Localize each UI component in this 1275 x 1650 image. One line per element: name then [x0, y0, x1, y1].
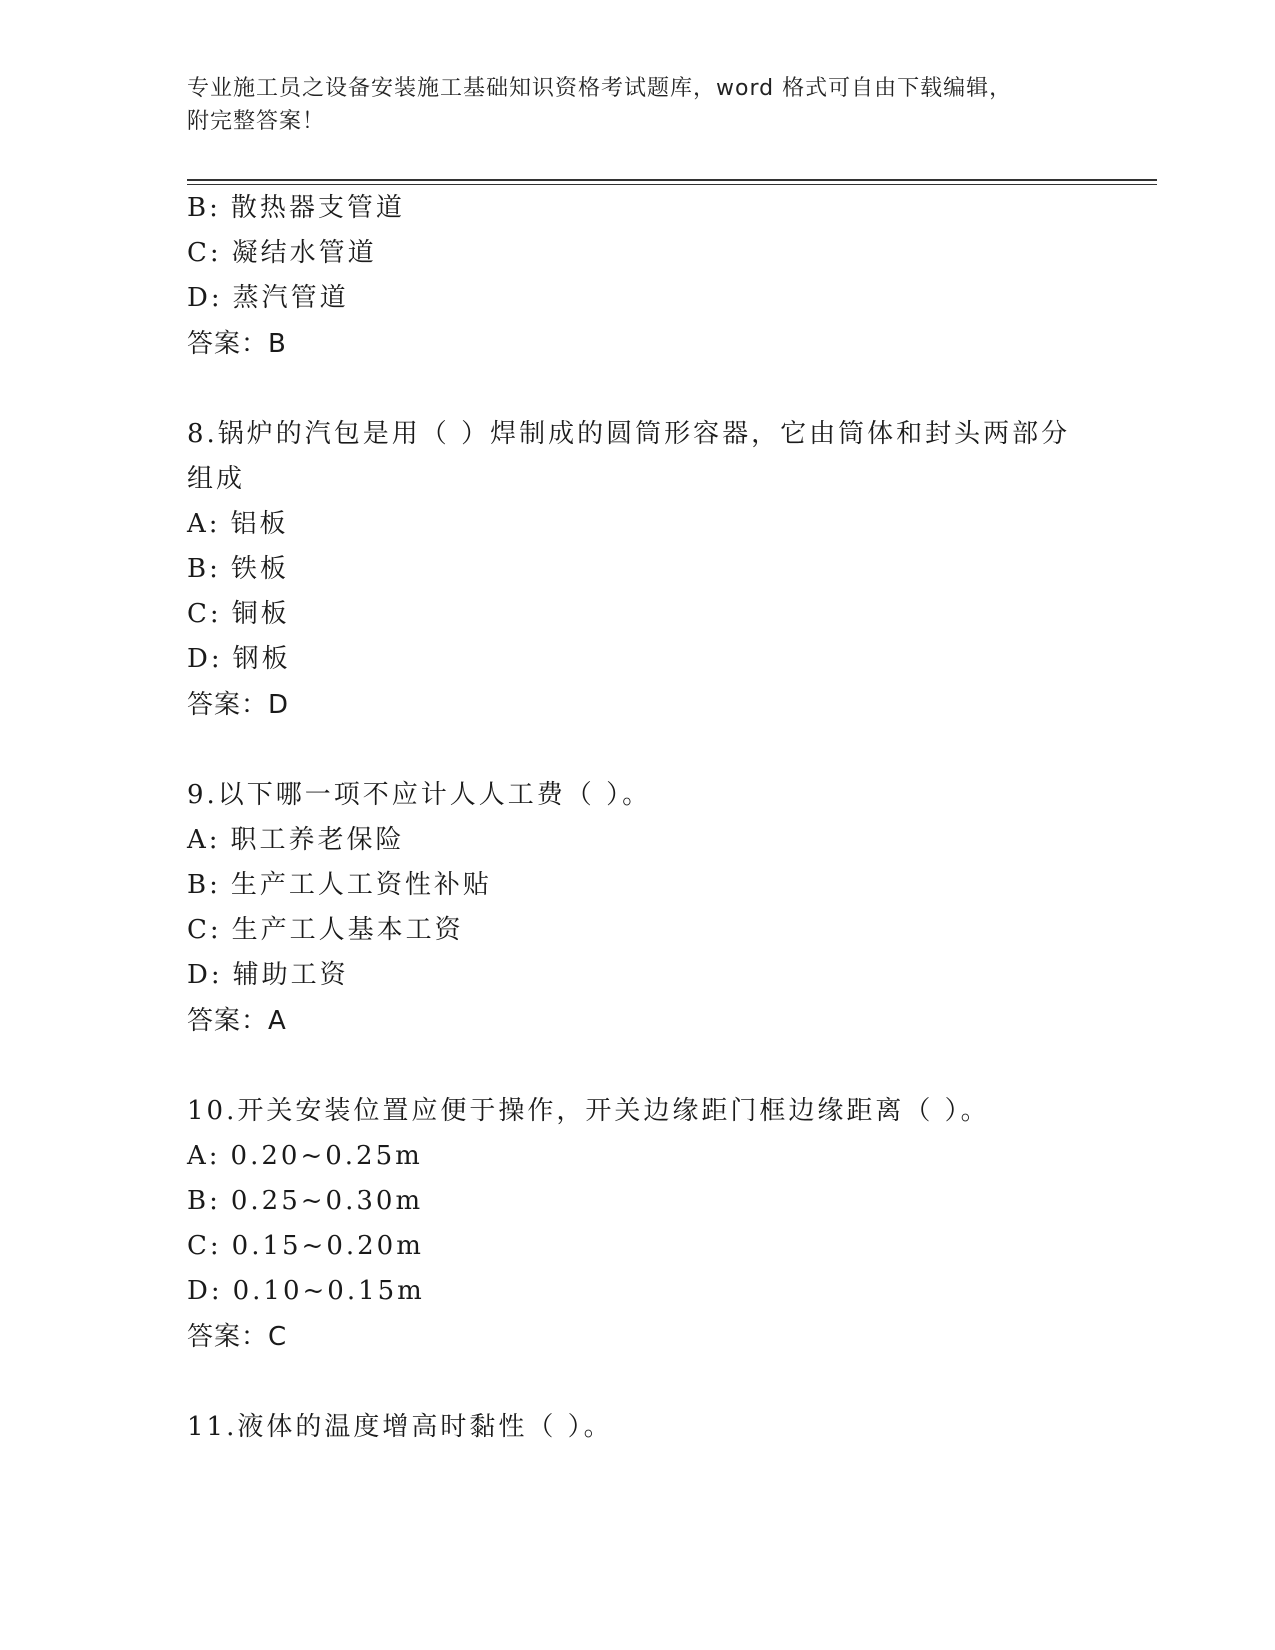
option-key: D: [187, 644, 223, 674]
option-key: D: [187, 960, 223, 990]
header-divider-thin [187, 184, 1157, 185]
q10-answer: 答案：C [187, 1322, 288, 1352]
option-text: 散热器支管道 [230, 193, 405, 223]
q7-option-c [187, 237, 377, 269]
option-text: 0.20~0.25m [230, 1141, 423, 1171]
q9-option-a [187, 824, 405, 856]
q9-option-d [187, 959, 349, 991]
option-key: B: [187, 870, 221, 900]
q10-option-c [187, 1230, 424, 1262]
q8-option-b [187, 553, 289, 585]
q11-stem: 11.液体的温度增高时黏性（ ）。 [187, 1412, 613, 1442]
q7-answer: 答案：B [187, 329, 287, 359]
option-text: 0.25~0.30m [230, 1186, 424, 1216]
header-divider-thick [187, 179, 1157, 181]
q7-option-d [187, 282, 349, 314]
option-text: 辅助工资 [232, 960, 349, 990]
option-text: 生产工人工资性补贴 [230, 870, 492, 900]
option-text: 职工养老保险 [230, 825, 405, 855]
option-text: 钢板 [232, 644, 291, 674]
q8-option-c [187, 598, 290, 630]
option-text: 铝板 [230, 509, 289, 539]
q8-stem-line-1: 8.锅炉的汽包是用（ ）焊制成的圆筒形容器，它由筒体和封头两部分 [187, 419, 1071, 449]
option-text: 凝结水管道 [231, 238, 377, 268]
option-key: D: [187, 283, 223, 313]
q10-stem: 10.开关安装位置应便于操作，开关边缘距门框边缘距离（ ）。 [187, 1096, 990, 1126]
option-key: A: [187, 825, 221, 855]
option-text: 0.15~0.20m [231, 1231, 424, 1261]
option-key: C: [187, 238, 222, 268]
header-line-2: 附完整答案！ [187, 109, 326, 134]
option-text: 生产工人基本工资 [231, 915, 464, 945]
q8-option-a [187, 508, 289, 540]
option-text: 铜板 [231, 599, 290, 629]
option-key: A: [187, 1141, 221, 1171]
q10-option-a [187, 1140, 423, 1172]
q9-option-c [187, 914, 464, 946]
q8-stem-line-2: 组成 [187, 464, 246, 494]
q8-option-d [187, 643, 291, 675]
option-text: 0.10~0.15m [232, 1276, 425, 1306]
option-key: C: [187, 599, 222, 629]
header-line-1: 专业施工员之设备安装施工基础知识资格考试题库，word 格式可自由下载编辑， [187, 76, 1013, 101]
option-key: C: [187, 915, 222, 945]
q7-option-b [187, 192, 405, 224]
q10-option-b [187, 1185, 423, 1217]
option-key: C: [187, 1231, 222, 1261]
option-text: 铁板 [230, 554, 289, 584]
q9-option-b [187, 869, 492, 901]
option-text: 蒸汽管道 [232, 283, 349, 313]
q9-answer: 答案：A [187, 1006, 287, 1036]
q9-stem: 9.以下哪一项不应计人人工费（ ）。 [187, 780, 652, 810]
q8-answer: 答案：D [187, 690, 290, 720]
q10-option-d [187, 1275, 425, 1307]
document-header [187, 72, 1087, 138]
option-key: B: [187, 554, 221, 584]
option-key: B: [187, 1186, 221, 1216]
option-key: D: [187, 1276, 223, 1306]
option-key: A: [187, 509, 221, 539]
option-key: B: [187, 193, 221, 223]
